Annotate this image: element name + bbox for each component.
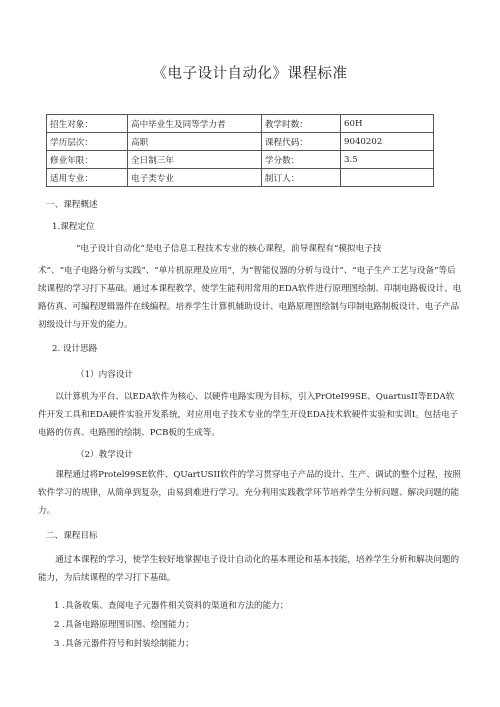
course-positioning-heading: 1.课程定位 [52,222,95,232]
course-positioning-para-line1: “电子设计自动化”是电子信息工程技术专业的核心课程，前导课程有“模拟电子技 [76,244,382,254]
design-approach-heading: 2. 设计思路 [52,344,98,354]
document-title: 《电子设计自动化》课程标准 [152,66,348,82]
info-row [47,115,434,133]
section-course-objectives [38,527,462,653]
objective-item: 2 .具备电路原理图识图、绘图能力； [54,620,194,630]
info-value-cell: 全日制三年 [128,151,262,169]
section-course-overview [38,196,462,520]
content-design-heading: （1）内容设计 [76,370,134,380]
info-label-cell: 学历层次： [47,133,128,151]
info-label-cell: 招生对象： [47,115,128,133]
objective-item: 3 .具备元器件符号和封装绘制能力； [54,639,194,649]
objectives-para: 通过本课程的学习，使学生较好地掌握电子设计自动化的基本理论和基本技能，培养学生分析和解决问题的能力，为后续课程的学习打下基础。 [38,555,460,583]
info-value-cell: 高中毕业生及同等学力者 [128,115,262,133]
course-info-table [46,114,434,187]
content-design-para: 以计算机为平台、以EDA软件为核心、以硬件电路实现为目标，引入PrOteI99SE、QuartusII等EDA软件开发工具和EDA硬件实验开发系统，对应用电子技术专业的学生开设EDA技术软硬件实验和实训I。包括电子电路的仿真、电路图的绘制、PCB板的生成等。 [38,392,459,438]
info-value-cell [341,169,434,187]
info-label-cell: 适用专业： [47,169,128,187]
objectives-list [54,597,462,653]
course-positioning-para: 术”、“电子电路分析与实践”、“单片机原理及应用”，为“智能仪器的分析与设计”、“电子生产工艺与设备”等后续课程的学习打下基础。通过本课程教学，使学生能利用常用的EDA软件进行原理图绘制、印制电路板设计、电路仿真、可编程逻辑器件在线编程。培养学生计算机辅助设计、电路原理图绘制与印制电路制板设计、电子产品初级设计与开发的能力。 [38,266,462,330]
section2-heading: 二、课程目标 [46,531,98,541]
info-row [47,133,434,151]
info-value-cell: 60H [341,115,434,133]
info-value-cell: 高职 [128,133,262,151]
teaching-design-para: 课程通过将Protel99SE软件、QUartUSII软件的学习贯穿电子产品的设计、生产、调试的整个过程，按照软件学习的规律，从简单到复杂，由易到难进行学习。充分利用实践教学环节培养学生分析问题、解决问题的能力。 [38,470,461,516]
info-label-cell: 教学时数： [261,115,340,133]
info-label-cell: 课程代码： [261,133,340,151]
info-value-cell: 3.5 [341,151,434,169]
objective-item: 1 .具备收集、查阅电子元器件相关资料的渠道和方法的能力； [54,601,289,611]
info-label-cell: 制订人： [261,169,340,187]
section1-heading: 一、课程概述 [46,200,98,210]
info-value-cell: 9040202 [341,133,434,151]
info-label-cell: 学分数： [261,151,340,169]
info-row [47,169,434,187]
info-row [47,151,434,169]
teaching-design-heading: （2）教学设计 [76,450,134,460]
info-label-cell: 修业年限： [47,151,128,169]
info-value-cell: 电子类专业 [128,169,262,187]
